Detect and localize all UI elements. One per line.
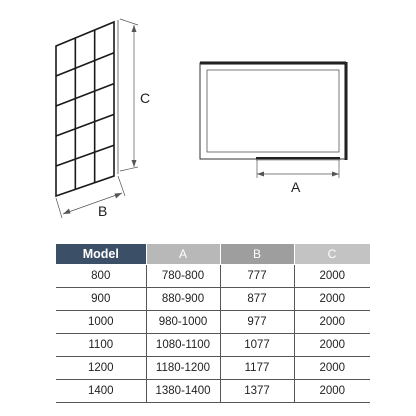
cell-b: 777 xyxy=(220,265,294,288)
cell-model: 1000 xyxy=(56,311,146,334)
glass-panel-outline xyxy=(56,22,114,196)
glass-panel-grid xyxy=(56,30,114,189)
panel-horizontal-bar xyxy=(56,53,114,76)
cell-model: 1100 xyxy=(56,334,146,357)
cell-b: 1377 xyxy=(220,380,294,403)
cell-a: 1080-1100 xyxy=(146,334,220,357)
cell-a: 980-1000 xyxy=(146,311,220,334)
dimension-b-label: B xyxy=(98,203,108,219)
cell-model: 800 xyxy=(56,265,146,288)
panel-horizontal-bar xyxy=(56,114,114,136)
dimensions-table xyxy=(56,244,371,403)
table-header-row xyxy=(56,244,370,265)
table-row xyxy=(56,265,370,288)
cell-c: 2000 xyxy=(294,265,370,288)
dimension-c-label: C xyxy=(140,90,151,106)
cell-model: 1200 xyxy=(56,357,146,380)
header-c: C xyxy=(294,244,370,265)
table-row xyxy=(56,311,370,334)
dimension-b xyxy=(56,176,125,219)
cell-a: 1380-1400 xyxy=(146,380,220,403)
table-row xyxy=(56,357,370,380)
panel-horizontal-bar xyxy=(56,84,114,106)
header-b: B xyxy=(220,244,294,265)
table-row xyxy=(56,380,370,403)
cell-c: 2000 xyxy=(294,334,370,357)
cell-model: 1400 xyxy=(56,380,146,403)
cell-c: 2000 xyxy=(294,357,370,380)
header-model: Model xyxy=(56,244,146,265)
cell-model: 900 xyxy=(56,288,146,311)
cell-c: 2000 xyxy=(294,311,370,334)
cell-a: 880-900 xyxy=(146,288,220,311)
dimension-c xyxy=(120,19,150,171)
cell-c: 2000 xyxy=(294,380,370,403)
table-row xyxy=(56,288,370,311)
cell-b: 877 xyxy=(220,288,294,311)
cell-a: 1180-1200 xyxy=(146,357,220,380)
tray-inner xyxy=(207,70,339,152)
cell-b: 1077 xyxy=(220,334,294,357)
table-row xyxy=(56,334,370,357)
dimension-a xyxy=(257,160,339,195)
tray-outer xyxy=(200,63,346,159)
header-a: A xyxy=(146,244,220,265)
cell-b: 1177 xyxy=(220,357,294,380)
glass-panel-drawing xyxy=(56,20,118,196)
cell-b: 977 xyxy=(220,311,294,334)
top-view-drawing xyxy=(200,62,346,160)
cell-a: 780-800 xyxy=(146,265,220,288)
cell-c: 2000 xyxy=(294,288,370,311)
dimension-a-label: A xyxy=(291,179,301,195)
panel-horizontal-bar xyxy=(56,145,114,166)
